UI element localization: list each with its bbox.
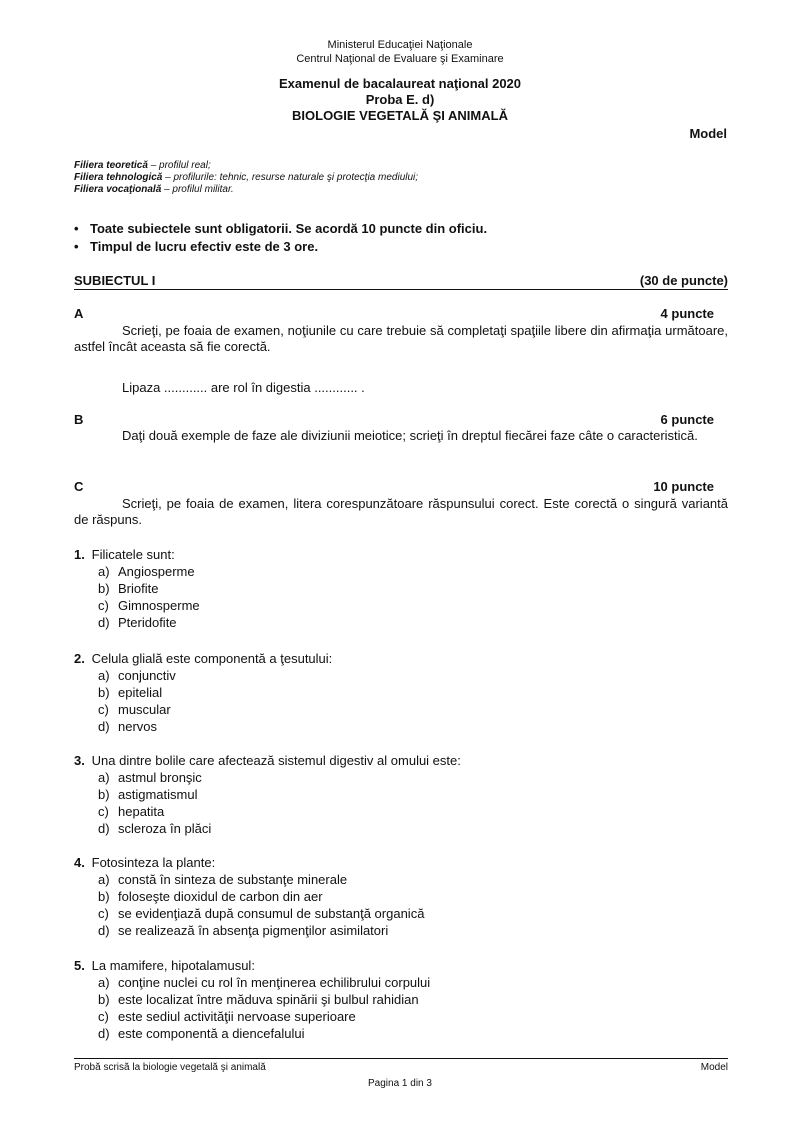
question-4: 4. Fotosinteza la plante: a) constă în sinteza de substanţe minerale b) foloseşte dioxidul de carbon din aer c) se evidenţiază după consumul de substanţă organică d) se realizează în absenţa pigmenţilor asimilatori bbox=[74, 855, 425, 938]
exam-subject: BIOLOGIE VEGETALĂ ŞI ANIMALĂ bbox=[292, 108, 508, 123]
section-points: 10 puncte bbox=[653, 479, 714, 494]
section-a-heading bbox=[74, 306, 714, 321]
ministry-header bbox=[0, 38, 800, 66]
section-a-text: Scrieţi, pe foaia de examen, noţiunile cu care trebuie să completaţi spaţiile libere din afirmaţia următoare, astfel încât aceasta să fie corectă. bbox=[74, 323, 728, 354]
rule-item: • Toate subiectele sunt obligatorii. Se acordă 10 puncte din oficiu. bbox=[74, 220, 487, 238]
subject-title: SUBIECTUL I bbox=[74, 273, 156, 288]
answer-option: d) scleroza în plăci bbox=[98, 821, 212, 836]
exam-title-block bbox=[0, 76, 800, 124]
answer-option: c) Gimnosperme bbox=[98, 598, 200, 613]
footer-right: Model bbox=[700, 1062, 728, 1073]
answer-option: d) Pteridofite bbox=[98, 615, 177, 630]
question-text: Celula glială este componentă a ţesutului: bbox=[91, 651, 333, 666]
answer-option: d) nervos bbox=[98, 719, 158, 734]
exam-rules bbox=[74, 220, 487, 256]
answer-option: b) astigmatismul bbox=[98, 787, 198, 802]
footer-left: Probă scrisă la biologie vegetală şi animală bbox=[74, 1062, 266, 1073]
question-5: 5. La mamifere, hipotalamusul: a) conţine nuclei cu rol în menţinerea echilibrului corpului b) este localizat între măduva spinării şi bulbul rahidian c) este sediul activităţii nervoase superioare d) este componentă a diencefalului bbox=[74, 958, 431, 1041]
question-2: 2. Celula glială este componentă a ţesutului: a) conjunctiv b) epitelial c) muscular d) nervos bbox=[74, 651, 333, 734]
answer-option: a) Angiosperme bbox=[98, 564, 195, 579]
answer-option: c) muscular bbox=[98, 702, 171, 717]
answer-option: b) foloseşte dioxidul de carbon din aer bbox=[98, 889, 323, 904]
answer-option: c) hepatita bbox=[98, 804, 165, 819]
section-letter: C bbox=[74, 479, 84, 494]
answer-option: a) constă în sinteza de substanţe minerale bbox=[98, 872, 348, 887]
question-text: La mamifere, hipotalamusul: bbox=[91, 958, 255, 973]
section-letter: B bbox=[74, 412, 84, 427]
question-3: 3. Una dintre bolile care afectează sistemul digestiv al omului este: a) astmul bronşic b) astigmatismul c) hepatita d) scleroza în plăci bbox=[74, 753, 461, 836]
filiera-item: Filiera teoretică – profilul real; bbox=[74, 160, 211, 171]
page-number: Pagina 1 din 3 bbox=[368, 1078, 432, 1089]
model-label: Model bbox=[689, 126, 727, 141]
ministry-line-1: Ministerul Educaţiei Naţionale bbox=[327, 39, 473, 51]
section-b-heading bbox=[74, 412, 714, 427]
answer-option: c) se evidenţiază după consumul de substanţă organică bbox=[98, 906, 425, 921]
section-points: 6 puncte bbox=[660, 412, 714, 427]
answer-option: d) este componentă a diencefalului bbox=[98, 1026, 305, 1041]
answer-option: b) epitelial bbox=[98, 685, 163, 700]
rule-item: • Timpul de lucru efectiv este de 3 ore. bbox=[74, 238, 487, 256]
section-b-text: Daţi două exemple de faze ale diviziunii meiotice; scrieţi în dreptul fiecărei faze câte o caracteristică. bbox=[122, 428, 698, 443]
answer-option: a) conjunctiv bbox=[98, 668, 176, 683]
answer-option: b) este localizat între măduva spinării şi bulbul rahidian bbox=[98, 992, 419, 1007]
answer-option: d) se realizează în absenţa pigmenţilor asimilatori bbox=[98, 923, 389, 938]
answer-option: a) astmul bronşic bbox=[98, 770, 202, 785]
filiera-item: Filiera tehnologică – profilurile: tehnic, resurse naturale şi protecţia mediului; bbox=[74, 172, 419, 183]
section-points: 4 puncte bbox=[660, 306, 714, 321]
question-text: Una dintre bolile care afectează sistemul digestiv al omului este: bbox=[91, 753, 461, 768]
answer-option: c) este sediul activităţii nervoase superioare bbox=[98, 1009, 356, 1024]
question-1: 1. Filicatele sunt: a) Angiosperme b) Briofite c) Gimnosperme d) Pteridofite bbox=[74, 547, 200, 630]
exam-proba: Proba E. d) bbox=[365, 92, 435, 107]
question-text: Fotosinteza la plante: bbox=[91, 855, 216, 870]
subject-heading bbox=[74, 273, 728, 290]
footer-divider bbox=[74, 1058, 728, 1059]
fill-in-sentence: Lipaza ............ are rol în digestia ............ . bbox=[122, 380, 365, 395]
filiere-list bbox=[74, 160, 418, 196]
filiera-item: Filiera vocaţională – profilul militar. bbox=[74, 184, 234, 195]
section-letter: A bbox=[74, 306, 84, 321]
section-c-heading bbox=[74, 479, 714, 494]
subject-points: (30 de puncte) bbox=[639, 273, 728, 288]
answer-option: a) conţine nuclei cu rol în menţinerea echilibrului corpului bbox=[98, 975, 431, 990]
answer-option: b) Briofite bbox=[98, 581, 159, 596]
exam-title: Examenul de bacalaureat naţional 2020 bbox=[278, 76, 522, 91]
ministry-line-2: Centrul Naţional de Evaluare şi Examinare bbox=[296, 53, 504, 65]
section-c-text: Scrieţi, pe foaia de examen, litera corespunzătoare răspunsului corect. Este corectă o singură variantă de răspuns. bbox=[74, 496, 728, 527]
question-text: Filicatele sunt: bbox=[91, 547, 175, 562]
